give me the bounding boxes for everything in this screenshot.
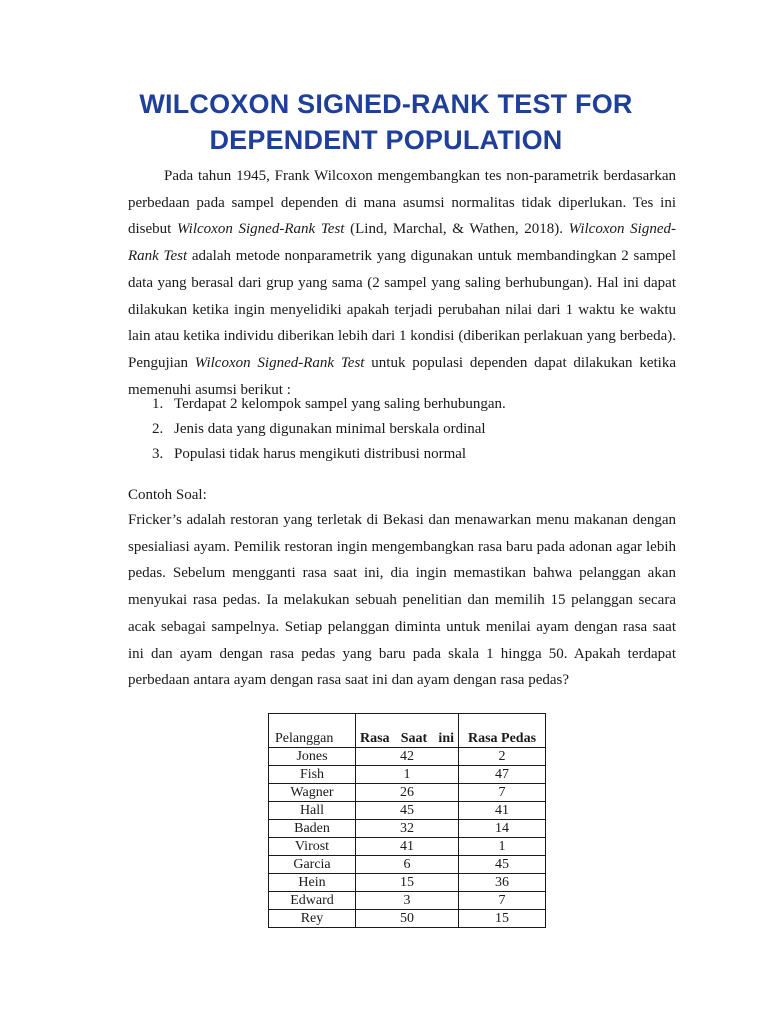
list-item-text: Jenis data yang digunakan minimal berskala ordinal — [174, 421, 486, 437]
intro-text-3: adalah metode nonparametrik yang digunakan untuk membandingkan 2 sampel data yang berasal dari grup yang sama (2 sampel yang saling berhubungan). Hal ini dapat dilakukan ketika ingin menyelidiki apakah terjadi perubahan nilai dari 1 waktu ke waktu lain atau ketika individu diberikan lebih dari 1 kondisi (diberikan perlakuan yang berbeda). Pengujian — [128, 248, 676, 371]
ratings-table — [268, 713, 546, 928]
column-header-spicy-flavor: Rasa Pedas — [459, 714, 546, 748]
intro-emphasis-3: Wilcoxon Signed-Rank Test — [194, 354, 365, 371]
cell-spicy: 41 — [459, 802, 546, 820]
cell-current: 1 — [356, 766, 459, 784]
cell-spicy: 2 — [459, 748, 546, 766]
cell-customer: Rey — [269, 910, 356, 928]
cell-current: 26 — [356, 784, 459, 802]
column-header-customer: Pelanggan — [269, 714, 356, 748]
cell-customer: Wagner — [269, 784, 356, 802]
intro-text-2: (Lind, Marchal, & Wathen, 2018). — [344, 221, 569, 238]
cell-spicy: 15 — [459, 910, 546, 928]
column-header-current-flavor: Rasa Saat ini — [356, 714, 459, 748]
intro-text-4: untuk populasi dependen dapat dilakukan ketika memenuhi asumsi berikut : — [128, 354, 676, 398]
cell-current: 42 — [356, 748, 459, 766]
cell-current: 50 — [356, 910, 459, 928]
assumption-list — [128, 392, 676, 467]
cell-customer: Edward — [269, 892, 356, 910]
cell-current: 15 — [356, 874, 459, 892]
cell-spicy: 45 — [459, 856, 546, 874]
cell-current: 32 — [356, 820, 459, 838]
intro-text-1: Pada tahun 1945, Frank Wilcoxon mengembangkan tes non-parametrik berdasarkan perbedaan pada sampel dependen di mana asumsi normalitas tidak diperlukan. Tes ini disebut — [128, 168, 676, 238]
cell-customer: Hein — [269, 874, 356, 892]
cell-current: 41 — [356, 838, 459, 856]
cell-current: 3 — [356, 892, 459, 910]
table-header-row — [269, 714, 546, 748]
page-title: WILCOXON SIGNED-RANK TEST FOR DEPENDENT POPULATION — [139, 89, 633, 155]
problem-paragraph: Fricker’s adalah restoran yang terletak di Bekasi dan menawarkan menu makanan dengan spesialiasi ayam. Pemilik restoran ingin mengembangkan rasa baru pada adonan agar lebih pedas. Sebelum mengganti rasa saat ini, dia ingin memastikan bahwa pelanggan akan menyukai rasa pedas. Ia melakukan sebuah penelitian dan memilih 15 pelanggan secara acak sebagai sampelnya. Setiap pelanggan diminta untuk menilai ayam dengan rasa saat ini dan ayam dengan rasa pedas yang baru pada skala 1 hingga 50. Apakah terdapat perbedaan antara ayam dengan rasa saat ini dan ayam dengan rasa pedas? — [128, 512, 676, 689]
table-row — [269, 838, 546, 856]
table-row — [269, 892, 546, 910]
table-row — [269, 874, 546, 892]
list-item-text: Populasi tidak harus mengikuti distribusi normal — [174, 446, 467, 462]
table-row — [269, 766, 546, 784]
cell-spicy: 1 — [459, 838, 546, 856]
cell-customer: Jones — [269, 748, 356, 766]
table-row — [269, 784, 546, 802]
intro-emphasis-1: Wilcoxon Signed-Rank Test — [177, 221, 345, 238]
cell-spicy: 7 — [459, 784, 546, 802]
list-item — [128, 417, 676, 442]
list-item-number: 1. — [152, 396, 164, 412]
table-row — [269, 856, 546, 874]
list-item — [128, 442, 676, 467]
cell-current: 45 — [356, 802, 459, 820]
cell-spicy: 47 — [459, 766, 546, 784]
cell-customer: Hall — [269, 802, 356, 820]
cell-customer: Garcia — [269, 856, 356, 874]
cell-spicy: 36 — [459, 874, 546, 892]
cell-spicy: 14 — [459, 820, 546, 838]
table-row — [269, 748, 546, 766]
table-row — [269, 820, 546, 838]
intro-emphasis-2: Wilcoxon Signed-Rank Test — [128, 221, 676, 265]
list-item-number: 2. — [152, 421, 164, 437]
example-heading: Contoh Soal: — [128, 487, 207, 503]
cell-spicy: 7 — [459, 892, 546, 910]
cell-current: 6 — [356, 856, 459, 874]
table-row — [269, 802, 546, 820]
intro-paragraph — [128, 163, 676, 403]
cell-customer: Baden — [269, 820, 356, 838]
list-item-text: Terdapat 2 kelompok sampel yang saling berhubungan. — [174, 396, 506, 412]
cell-customer: Virost — [269, 838, 356, 856]
cell-customer: Fish — [269, 766, 356, 784]
list-item — [128, 392, 676, 417]
table-row — [269, 910, 546, 928]
list-item-number: 3. — [152, 446, 164, 462]
